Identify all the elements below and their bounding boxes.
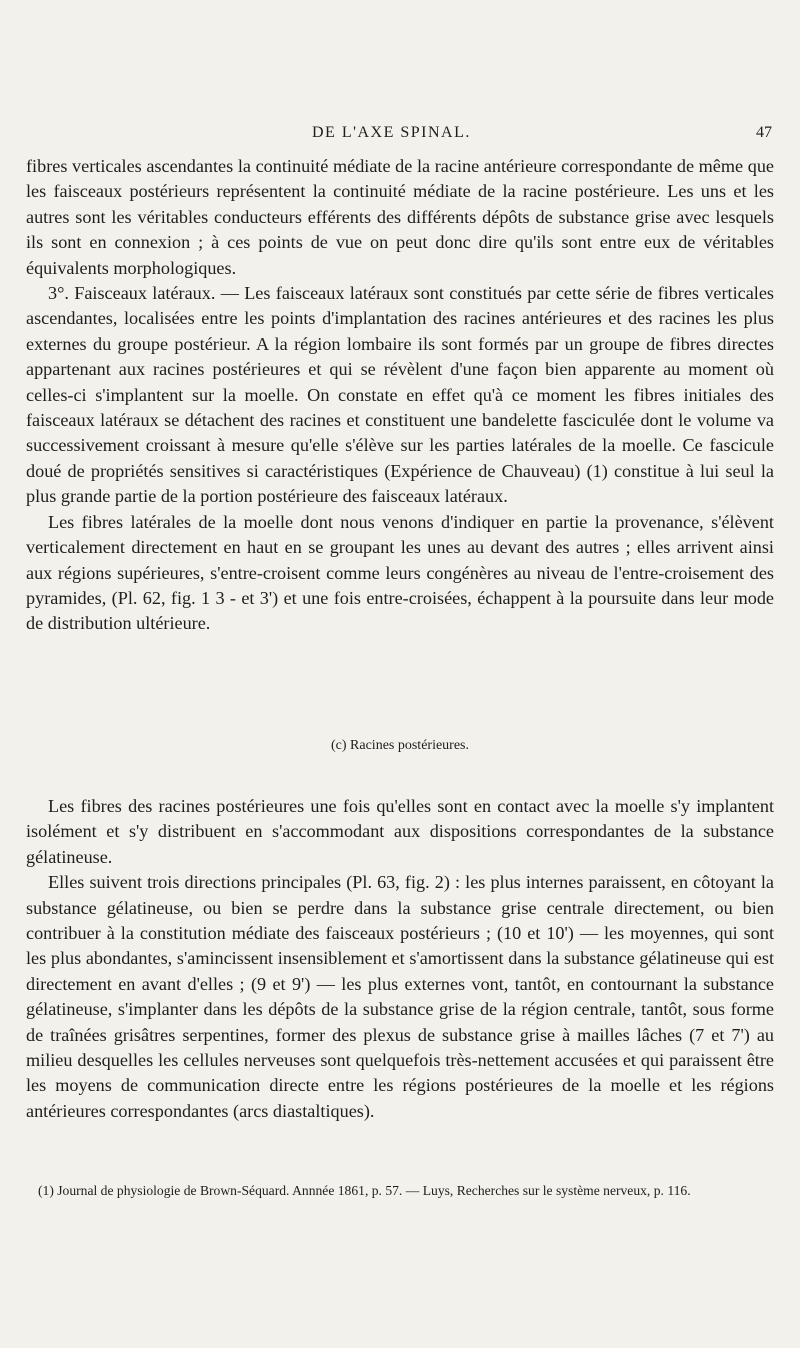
paragraph-fibres-laterales: Les fibres latérales de la moelle dont nous venons d'indiquer en partie la provenance, s'élèvent verticalement directement en haut en se groupant les unes au devant des autres ; elles arrivent ainsi aux régions supérieures, s'entre-croisent comme leurs congénères au niveau de l'entre-croisement des pyramides, (Pl. 62, fig. 1 3 - et 3') et une fois entre-croisées, échappent à la poursuite dans leur mode de distribution ultérieure. xyxy=(26,511,774,634)
text-block-bottom xyxy=(26,794,774,1124)
text-block-top xyxy=(26,154,774,637)
paragraph-racines-posterieures: Les fibres des racines postérieures une fois qu'elles sont en contact avec la moelle s'y implantent isolément et s'y distribuent en s'accommodant aux dispositions correspondantes de la substance gélatineuse. xyxy=(26,796,774,867)
page-header xyxy=(0,120,800,148)
paragraph-faisceaux-lateraux: 3°. Faisceaux latéraux. — Les faisceaux latéraux sont constitués par cette série de fibres verticales ascendantes, localisées entre les points d'implantation des racines antérieures et des racines les plus externes du groupe postérieur. A la région lombaire ils sont formés par un groupe de fibres directes appartenant aux racines postérieures et qui se révèlent d'une façon bien apparente au moment où celles-ci s'implantent sur la moelle. On constate en effet qu'à ce moment les fibres initiales des faisceaux latéraux se détachent des racines et constituent une bandelette fasciculée dont le volume va successivement croissant à mesure qu'elle s'élève sur les parties latérales de la moelle. Ce fascicule doué de propriétés sensitives si caractéristiques (Expérience de Chauveau) (1) constitue à lui seul la plus grande partie de la portion postérieure des faisceaux latéraux. xyxy=(26,283,774,507)
paragraph-continuation: fibres verticales ascendantes la continuité médiate de la racine antérieure correspondante de même que les faisceaux postérieurs représentent la continuité médiate de la racine postérieure. Les uns et les autres sont les véritables conducteurs efférents des différents dépôts de substance grise avec lesquels ils sont en connexion ; à ces points de vue on peut donc dire qu'ils sont entre eux de véritables équivalents morphologiques. xyxy=(26,156,774,278)
running-title: DE L'AXE SPINAL. xyxy=(312,124,471,141)
page-number: 47 xyxy=(756,124,772,141)
paragraph-trois-directions: Elles suivent trois directions principales (Pl. 63, fig. 2) : les plus internes paraissent, en côtoyant la substance gélatineuse, ou bien se perdre dans la substance grise centrale directement, ou bien contribuer à la constitution médiate des faisceaux postérieurs ; (10 et 10') — les moyennes, qui sont les plus abondantes, s'amincissent insensiblement et s'amortissent dans la substance gélatineuse qui est directement en avant d'elles ; (9 et 9') — les plus externes vont, tantôt, en contournant la substance gélatineuse, s'implanter dans les dépôts de la substance grise de la région centrale, tantôt, sous forme de traînées grisâtres serpentines, former des plexus de substance grise à mailles lâches (7 et 7') au milieu desquelles les cellules nerveuses sont quelquefois très-nettement accusées et qui paraissent être les moyens de communication directe entre les régions postérieures de la moelle et les régions antérieures correspondantes (arcs diastaltiques). xyxy=(26,872,774,1121)
section-subheading: (c) Racines postérieures. xyxy=(331,738,469,753)
footnote: (1) Journal de physiologie de Brown-Séquard. Annnée 1861, p. 57. — Luys, Recherches sur le système nerveux, p. 116. xyxy=(38,1183,691,1198)
